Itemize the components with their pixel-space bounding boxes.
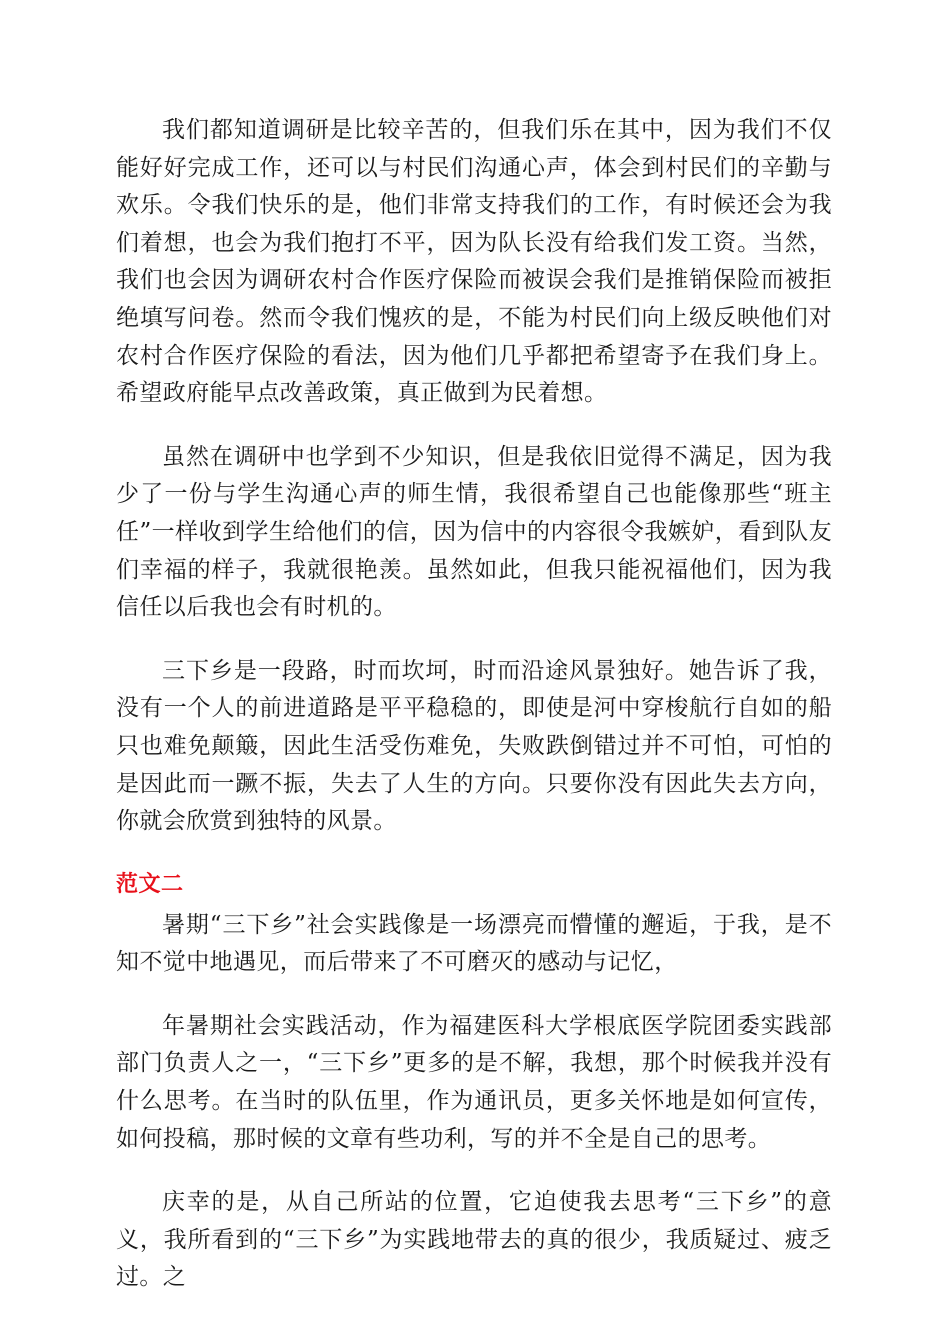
paragraph: 我们都知道调研是比较辛苦的，但我们乐在其中，因为我们不仅能好好完成工作，还可以与村民们沟通心声，体会到村民们的辛勤与欢乐。令我们快乐的是，他们非常支持我们的工作，有时候还会为我们着想，也会为我们抱打不平，因为队长没有给我们发工资。当然，我们也会因为调研农村合作医疗保险而被误会我们是推销保险而被拒绝填写问卷。然而令我们愧疚的是，不能为村民们向上级反映他们对农村合作医疗保险的看法，因为他们几乎都把希望寄予在我们身上。希望政府能早点改善政策，真正做到为民着想。 xyxy=(116,117,832,407)
paragraph: 虽然在调研中也学到不少知识，但是我依旧觉得不满足，因为我少了一份与学生沟通心声的师生情，我很希望自己也能像那些“班主任”一样收到学生给他们的信，因为信中的内容很令我嫉妒，看到队友们幸福的样子，我就很艳羡。虽然如此，但我只能祝福他们，因为我信任以后我也会有时机的。 xyxy=(116,443,832,621)
paragraph: 庆幸的是，从自己所站的位置，它迫使我去思考“三下乡”的意义，我所看到的“三下乡”为实践地带去的真的很少，我质疑过、疲乏过。之 xyxy=(116,1189,832,1291)
paragraph: 年暑期社会实践活动，作为福建医科大学根底医学院团委实践部部门负责人之一，“三下乡”更多的是不解，我想，那个时候我并没有什么思考。在当时的队伍里，作为通讯员，更多关怀地是如何宣传，如何投稿，那时候的文章有些功利，写的并不全是自己的思考。 xyxy=(116,1012,832,1152)
paragraph: 暑期“三下乡”社会实践像是一场漂亮而懵懂的邂逅，于我，是不知不觉中地遇见，而后带来了不可磨灭的感动与记忆， xyxy=(116,911,832,976)
section-heading: 范文二 xyxy=(116,871,184,897)
document-page xyxy=(116,112,832,1323)
paragraph: 三下乡是一段路，时而坎坷，时而沿途风景独好。她告诉了我，没有一个人的前进道路是平平稳稳的，即使是河中穿梭航行自如的船只也难免颠簸，因此生活受伤难免，失败跌倒错过并不可怕，可怕的是因此而一蹶不振，失去了人生的方向。只要你没有因此失去方向，你就会欣赏到独特的风景。 xyxy=(116,657,832,835)
